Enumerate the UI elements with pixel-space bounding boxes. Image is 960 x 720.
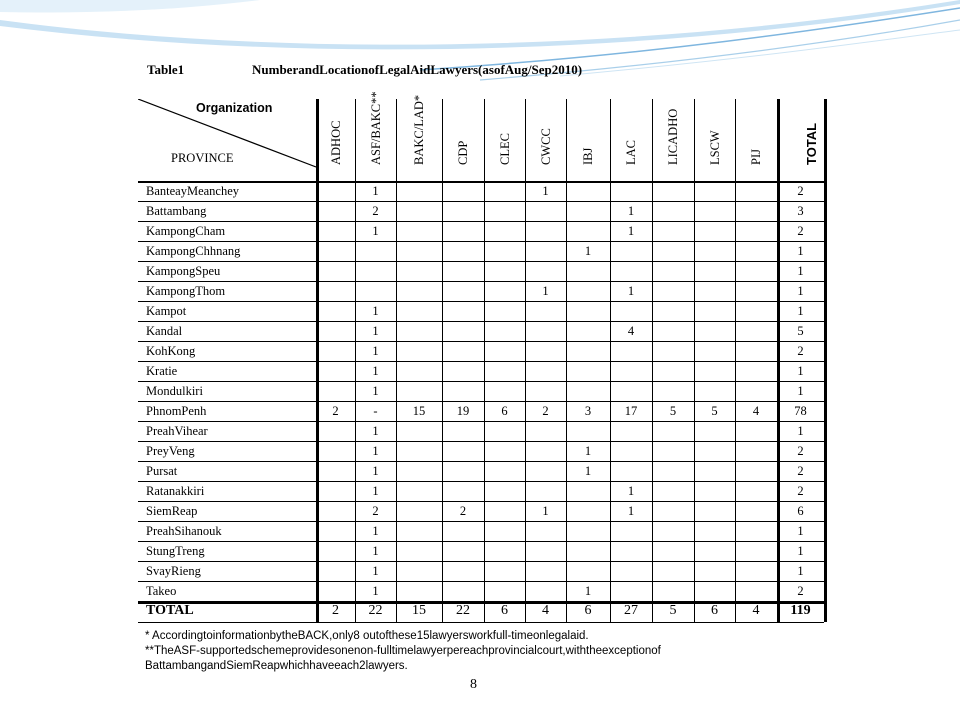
row-total: 2 <box>797 444 804 458</box>
province-name: BanteayMeanchey <box>146 184 240 198</box>
row-total: 1 <box>797 284 804 298</box>
column-total: 2 <box>332 603 339 618</box>
row-divider <box>138 321 824 322</box>
table-cell-value: 19 <box>456 404 470 418</box>
column-header: ADHOC <box>328 120 343 165</box>
row-total: 6 <box>797 504 804 518</box>
table-cell-value: 2 <box>372 204 379 218</box>
column-header: LSCW <box>707 130 722 165</box>
page-number: 8 <box>470 677 477 692</box>
table-cell-value: - <box>373 404 378 418</box>
table-cell-value: 1 <box>372 344 379 358</box>
province-name: Kratie <box>146 364 178 378</box>
province-name: PreyVeng <box>146 444 195 458</box>
table-cell-value: 1 <box>372 484 379 498</box>
row-divider <box>138 581 824 582</box>
table-cell-value: 1 <box>372 224 379 238</box>
table-cell-value: 2 <box>372 504 379 518</box>
table-cell-value: 1 <box>372 524 379 538</box>
row-divider <box>138 221 824 222</box>
table-cell-value: 1 <box>372 304 379 318</box>
column-header: LICADHO <box>666 108 680 165</box>
footnote-3: BattambangandSiemReapwhichhaveeach2lawyers. <box>145 660 408 672</box>
table-cell-value: 2 <box>332 404 339 418</box>
province-name: Kampot <box>146 304 187 318</box>
row-total: 1 <box>797 244 804 258</box>
table-cell-value: 1 <box>372 324 379 338</box>
column-total: 22 <box>368 603 383 618</box>
province-name: SvayRieng <box>146 564 201 578</box>
province-name: Pursat <box>146 464 178 478</box>
table-cell-value: 1 <box>542 184 549 198</box>
table-cell-value: 1 <box>627 484 635 498</box>
table-cell-value: 1 <box>584 464 592 478</box>
row-divider <box>138 481 824 482</box>
footnote-2: **TheASF-supportedschemeprovidesonenon-fulltimelawyerpereachprovincialcourt,withtheexceptionof <box>145 645 661 657</box>
row-total: 2 <box>797 584 804 598</box>
row-total: 2 <box>797 344 804 358</box>
province-name: Mondulkiri <box>146 384 203 398</box>
row-divider <box>138 541 824 542</box>
table-cell-value: 1 <box>627 504 635 518</box>
row-total: 78 <box>794 404 807 418</box>
table-cell-value: 1 <box>627 224 635 238</box>
row-total: 1 <box>797 304 804 318</box>
row-divider <box>138 201 824 202</box>
column-total: 27 <box>624 603 638 618</box>
row-divider <box>138 561 824 562</box>
column-total: 5 <box>669 603 677 618</box>
table-cell-value: 5 <box>669 404 677 418</box>
column-header: IBJ <box>581 147 595 165</box>
table-cell-value: 1 <box>542 284 549 298</box>
table-cell-value: 4 <box>752 404 760 418</box>
table-cell-value: 2 <box>542 404 549 418</box>
table-cell-value: 1 <box>372 564 379 578</box>
row-divider <box>138 281 824 282</box>
row-total: 2 <box>797 464 804 478</box>
table-cell-value: 1 <box>627 284 635 298</box>
province-name: PreahVihear <box>146 424 208 438</box>
table-cell-value: 1 <box>372 364 379 378</box>
column-header: LAC <box>624 140 638 165</box>
province-name: KampongThom <box>146 284 226 298</box>
column-total: 6 <box>501 603 508 618</box>
province-name: KampongCham <box>146 224 226 238</box>
row-divider <box>138 261 824 262</box>
province-name: PreahSihanouk <box>146 524 222 538</box>
province-name: KampongChhnang <box>146 244 241 258</box>
row-divider <box>138 421 824 422</box>
column-header: CDP <box>456 140 470 165</box>
grand-total: 119 <box>790 603 811 618</box>
column-total: 6 <box>584 603 592 618</box>
province-name: PhnomPenh <box>146 404 207 418</box>
column-total: 22 <box>456 603 470 618</box>
table-cell-value: 15 <box>412 404 426 418</box>
row-total: 2 <box>797 224 804 238</box>
column-total: 4 <box>542 603 549 618</box>
table-cell-value: 1 <box>372 444 379 458</box>
row-divider <box>138 341 824 342</box>
table-cell-value: 1 <box>372 584 379 598</box>
table-cell-value: 1 <box>584 444 592 458</box>
table-cell-value: 17 <box>624 404 638 418</box>
column-header: PIJ <box>749 149 763 165</box>
row-total: 2 <box>797 484 804 498</box>
row-total: 1 <box>797 424 804 438</box>
totals-label: TOTAL <box>146 603 194 618</box>
row-divider <box>138 241 824 242</box>
header-bottom-line <box>138 181 824 183</box>
table-cell-value: 1 <box>372 384 379 398</box>
column-header: CWCC <box>538 128 553 165</box>
table-cell-value: 1 <box>627 204 635 218</box>
column-header: BAKC/LAD* <box>412 94 426 165</box>
table-cell-value: 5 <box>711 404 718 418</box>
province-name: Kandal <box>146 324 183 338</box>
province-name: KampongSpeu <box>146 264 221 278</box>
table-title: NumberandLocationofLegalAidLawyers(asofAug/Sep2010) <box>252 62 583 77</box>
province-name: KohKong <box>146 344 196 358</box>
row-divider <box>138 301 824 302</box>
row-total: 3 <box>797 204 804 218</box>
row-divider <box>138 441 824 442</box>
table-cell-value: 1 <box>542 504 549 518</box>
province-name: Ratanakkiri <box>146 484 205 498</box>
row-total: 1 <box>797 364 804 378</box>
row-divider <box>138 521 824 522</box>
total-column-header: TOTAL <box>804 122 819 165</box>
table-cell-value: 1 <box>372 424 379 438</box>
lawyers-table <box>138 91 824 622</box>
table-cell-value: 1 <box>584 584 592 598</box>
table-label: Table1 <box>147 62 185 77</box>
column-total: 4 <box>752 603 760 618</box>
table-cell-value: 4 <box>627 324 635 338</box>
table-cell-value: 2 <box>459 504 467 518</box>
table-cell-value: 1 <box>372 184 379 198</box>
table-cell-value: 3 <box>584 404 592 418</box>
organization-header: Organization <box>196 101 273 115</box>
row-divider <box>138 381 824 382</box>
province-name: Battambang <box>146 204 207 218</box>
province-name: StungTreng <box>146 544 205 558</box>
row-divider <box>138 361 824 362</box>
row-divider <box>138 401 824 402</box>
footnote-1: * AccordingtoinformationbytheBACK,only8 outofthese15lawyersworkfull-timeonlegalaid. <box>145 630 589 642</box>
table-cell-value: 1 <box>584 244 592 258</box>
province-header: PROVINCE <box>171 151 234 165</box>
row-divider <box>138 501 824 502</box>
column-total: 6 <box>711 603 718 618</box>
row-total: 5 <box>797 324 804 338</box>
row-total: 2 <box>797 184 804 198</box>
row-divider <box>138 461 824 462</box>
column-header: CLEC <box>497 133 512 165</box>
table-bottom-line <box>138 622 824 623</box>
table-cell-value: 1 <box>372 544 379 558</box>
row-total: 1 <box>797 524 804 538</box>
column-divider <box>824 99 827 622</box>
province-name: SiemReap <box>146 504 198 518</box>
province-name: Takeo <box>146 584 177 598</box>
row-total: 1 <box>797 384 804 398</box>
column-total: 15 <box>412 603 426 618</box>
row-total: 1 <box>797 544 804 558</box>
table-cell-value: 6 <box>501 404 508 418</box>
column-header: ASF/BAKC** <box>368 91 383 165</box>
row-total: 1 <box>797 564 804 578</box>
row-total: 1 <box>797 264 804 278</box>
table-cell-value: 1 <box>372 464 379 478</box>
